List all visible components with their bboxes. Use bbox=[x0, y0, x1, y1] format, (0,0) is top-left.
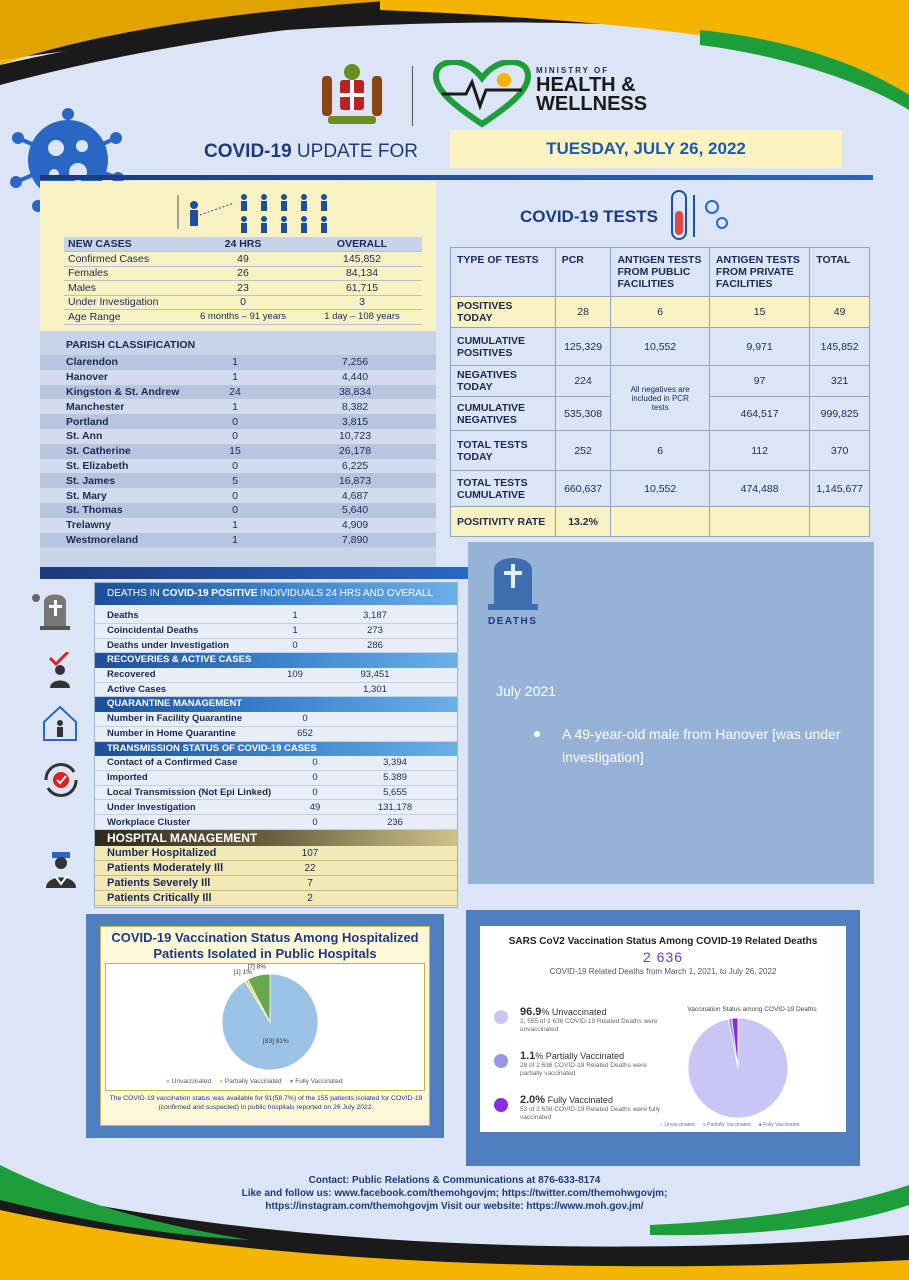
row-overall: 273 bbox=[367, 625, 383, 637]
row-value: 7 bbox=[307, 877, 313, 889]
legend-partial: ● Partially Vaccinated bbox=[219, 1078, 282, 1085]
parish-hrs: 1 bbox=[232, 519, 238, 532]
row-label: TOTAL TESTS TODAY bbox=[451, 431, 556, 471]
moh-logo bbox=[432, 60, 662, 130]
table-row bbox=[64, 310, 422, 325]
cell-antigen-public: 6 bbox=[611, 431, 709, 471]
table-row bbox=[95, 727, 457, 742]
vacc-hosp-title: COVID-19 Vaccination Status Among Hospitalized Patients Isolated in Public Hospitals bbox=[111, 930, 419, 961]
legend-label: Partially Vaccinated bbox=[707, 1122, 751, 1128]
cell-pcr: 28 bbox=[555, 297, 611, 328]
row-overall: 3 bbox=[302, 295, 422, 310]
header-new-cases: NEW CASES bbox=[64, 237, 184, 252]
vacc-deaths-title: SARS CoV2 Vaccination Status Among COVID-19 Related Deaths bbox=[508, 936, 818, 947]
pie-label: [1] 1% bbox=[233, 969, 252, 977]
table-row bbox=[451, 366, 870, 397]
transmission-icon bbox=[40, 760, 82, 800]
parish-overall: 7,890 bbox=[341, 533, 369, 546]
quarantine-header: QUARANTINE MANAGEMENT bbox=[95, 697, 457, 712]
parish-overall: 4,687 bbox=[341, 489, 369, 502]
deaths-header-bold: COVID-19 POSITIVE bbox=[162, 588, 258, 599]
legend-full: ● Fully Vaccinated bbox=[289, 1078, 343, 1085]
parish-name: St. Mary bbox=[66, 489, 107, 502]
cell-antigen-public: 10,552 bbox=[611, 328, 709, 366]
parish-hrs: 1 bbox=[232, 533, 238, 546]
new-cases-header bbox=[64, 237, 422, 252]
row-label: POSITIVES TODAY bbox=[451, 297, 556, 328]
page-title bbox=[204, 141, 418, 163]
deaths-detail-panel bbox=[468, 542, 874, 884]
list-item bbox=[40, 414, 436, 429]
parish-name: Portland bbox=[66, 415, 109, 428]
unvaccinated-dot bbox=[494, 1010, 508, 1024]
cell-antigen-private: 9,971 bbox=[709, 328, 809, 366]
row-label: Imported bbox=[107, 772, 148, 784]
parish-hrs: 0 bbox=[232, 504, 238, 517]
deaths-bullet-text: A 49-year-old male from Hanover [was under investigation] bbox=[562, 726, 841, 765]
deaths-block bbox=[94, 582, 458, 908]
row-label: CUMULATIVE POSITIVES bbox=[451, 328, 556, 366]
row-overall: 145,852 bbox=[302, 252, 422, 267]
parish-name: Hanover bbox=[66, 371, 109, 384]
row-overall: 5.389 bbox=[383, 772, 407, 784]
row-overall: 1 day – 108 years bbox=[302, 310, 422, 325]
cell-antigen-private: 464,517 bbox=[709, 397, 809, 431]
item-label: % Unvaccinated bbox=[541, 1007, 607, 1017]
header-antigen-public: ANTIGEN TESTS FROM PUBLIC FACILITIES bbox=[611, 248, 709, 297]
row-hrs: 1 bbox=[292, 610, 298, 622]
header-total: TOTAL bbox=[810, 248, 870, 297]
coat-of-arms-logo bbox=[312, 58, 392, 130]
parish-rule bbox=[40, 567, 468, 579]
row-overall: 286 bbox=[367, 639, 383, 651]
table-row bbox=[95, 815, 457, 830]
parish-name: St. Elizabeth bbox=[66, 459, 129, 472]
row-overall: 84,134 bbox=[302, 266, 422, 281]
header-rule bbox=[40, 175, 873, 180]
header-24hrs: 24 HRS bbox=[184, 237, 302, 252]
parish-name: St. Thomas bbox=[66, 504, 123, 517]
cell-total: 321 bbox=[810, 366, 870, 397]
table-row bbox=[95, 624, 457, 639]
row-label: Local Transmission (Not Epi Linked) bbox=[107, 787, 272, 799]
vacc-deaths-chart-title: Vaccination Status among COVID-19 Deaths bbox=[687, 1006, 817, 1013]
vacc-deaths-inner bbox=[480, 926, 846, 1132]
list-item bbox=[40, 518, 436, 533]
row-label: Under Investigation bbox=[107, 801, 196, 813]
header-antigen-private: ANTIGEN TESTS FROM PRIVATE FACILITIES bbox=[709, 248, 809, 297]
row-label: Recovered bbox=[107, 669, 156, 681]
footer bbox=[0, 1174, 909, 1213]
vacc-deaths-pie bbox=[676, 1014, 816, 1122]
cell-total: 145,852 bbox=[810, 328, 870, 366]
parish-name: Kingston & St. Andrew bbox=[66, 385, 180, 398]
item-desc: 2, 555 of 2 636 COVID-19 Related Deaths were unvaccinated bbox=[520, 1018, 658, 1033]
table-row bbox=[95, 668, 457, 683]
row-hrs: 0 bbox=[312, 772, 318, 784]
parish-title: PARISH CLASSIFICATION bbox=[66, 339, 196, 351]
row-hrs: 6 months – 91 years bbox=[184, 310, 302, 325]
row-overall: 61,715 bbox=[302, 281, 422, 296]
vacc-hosp-note: The COVID-19 vaccination status was available for 91(58.7%) of the 155 patients isolated for COVID-19 (confirmed and suspected) in public hospitals reported on 26 July 2022. bbox=[109, 1095, 423, 1111]
parish-overall: 3,815 bbox=[341, 415, 369, 428]
table-row bbox=[95, 683, 457, 698]
cell-antigen-public: 10,552 bbox=[611, 471, 709, 507]
recoveries-header: RECOVERIES & ACTIVE CASES bbox=[95, 653, 457, 668]
cell-antigen-public: 6 bbox=[611, 297, 709, 328]
parish-overall: 5,640 bbox=[341, 504, 369, 517]
parish-name: Trelawny bbox=[66, 519, 111, 532]
legend-label: Partially Vaccinated bbox=[224, 1078, 282, 1085]
new-cases-table bbox=[64, 237, 422, 325]
cell-pcr: 535,308 bbox=[555, 397, 611, 431]
full-dot bbox=[494, 1098, 508, 1112]
cell-pcr: 125,329 bbox=[555, 328, 611, 366]
vacc-deaths-item bbox=[494, 1094, 664, 1122]
parish-name: Manchester bbox=[66, 400, 125, 413]
doctor-icon bbox=[44, 852, 78, 888]
table-row bbox=[451, 471, 870, 507]
parish-panel bbox=[40, 331, 436, 567]
cell-pcr: 660,637 bbox=[555, 471, 611, 507]
vacc-hosp-inner bbox=[100, 926, 430, 1126]
cell-empty bbox=[709, 507, 809, 537]
row-label: Age Range bbox=[64, 310, 184, 325]
row-label: Patients Moderately Ill bbox=[107, 862, 224, 875]
row-hrs: 0 bbox=[312, 787, 318, 799]
cell-empty bbox=[810, 507, 870, 537]
row-label: Males bbox=[64, 281, 184, 296]
title-bold: COVID-19 bbox=[204, 141, 292, 162]
parish-hrs: 0 bbox=[232, 430, 238, 443]
row-label: Deaths bbox=[107, 610, 139, 622]
item-pct: 2.0% bbox=[520, 1094, 546, 1106]
parish-overall: 6,225 bbox=[341, 459, 369, 472]
row-label: Confirmed Cases bbox=[64, 252, 184, 267]
row-overall: 1,301 bbox=[363, 684, 387, 696]
list-item bbox=[40, 355, 436, 370]
parish-name: St. James bbox=[66, 474, 116, 487]
list-item bbox=[40, 488, 436, 503]
table-row bbox=[95, 786, 457, 801]
row-value: 22 bbox=[304, 862, 316, 874]
row-label: Patients Severely Ill bbox=[107, 877, 211, 890]
list-item bbox=[40, 370, 436, 385]
row-overall: 3,394 bbox=[383, 757, 407, 769]
row-label: Active Cases bbox=[107, 684, 167, 696]
table-row bbox=[64, 295, 422, 310]
row-hrs: 0 bbox=[312, 757, 318, 769]
cell-antigen-private: 15 bbox=[709, 297, 809, 328]
row-label: Under Investigation bbox=[64, 295, 184, 310]
parish-hrs: 15 bbox=[229, 445, 241, 458]
vacc-deaths-total: 2 636 bbox=[642, 949, 684, 965]
vacc-deaths-subtitle: COVID-19 Related Deaths from March 1, 2021, to July 26, 2022 bbox=[549, 967, 777, 976]
parish-name: St. Ann bbox=[66, 430, 103, 443]
row-hrs: 0 bbox=[184, 295, 302, 310]
item-desc: 28 of 2 636 COVID-19 Related Deaths were partially vaccinated bbox=[520, 1062, 647, 1077]
table-row bbox=[451, 431, 870, 471]
title-rest: UPDATE FOR bbox=[291, 141, 418, 162]
parish-overall: 4,909 bbox=[341, 519, 369, 532]
negatives-note: All negatives are included in PCR tests bbox=[611, 366, 709, 431]
vacc-deaths-legend bbox=[660, 1122, 799, 1128]
list-item bbox=[40, 444, 436, 459]
gravestone-icon bbox=[486, 550, 540, 612]
row-overall: 236 bbox=[387, 816, 403, 828]
parish-name: Clarendon bbox=[66, 356, 118, 369]
row-overall: 131,178 bbox=[377, 801, 413, 813]
table-row bbox=[95, 756, 457, 771]
table-row bbox=[95, 861, 457, 876]
parish-overall: 16,873 bbox=[338, 474, 372, 487]
partial-dot bbox=[494, 1054, 508, 1068]
deaths-month: July 2021 bbox=[496, 683, 556, 699]
parish-hrs: 0 bbox=[232, 415, 238, 428]
row-overall: 93,451 bbox=[360, 669, 390, 681]
header-pcr: PCR bbox=[555, 248, 611, 297]
parish-hrs: 24 bbox=[229, 385, 241, 398]
row-hrs: 0 bbox=[302, 713, 308, 725]
list-item bbox=[40, 385, 436, 400]
row-hrs: 652 bbox=[297, 728, 313, 740]
list-item bbox=[40, 533, 436, 548]
vacc-hosp-chart-area bbox=[105, 963, 425, 1091]
row-hrs: 49 bbox=[184, 252, 302, 267]
new-cases-panel bbox=[40, 181, 436, 331]
row-hrs: 109 bbox=[287, 669, 303, 681]
parish-hrs: 0 bbox=[232, 489, 238, 502]
ministry-line2: HEALTH & bbox=[536, 74, 636, 96]
parish-overall: 10,723 bbox=[338, 430, 372, 443]
parish-overall: 4,440 bbox=[341, 371, 369, 384]
row-label: Females bbox=[64, 266, 184, 281]
item-pct: 96.9 bbox=[520, 1006, 542, 1018]
parish-hrs: 5 bbox=[232, 474, 238, 487]
checkup-icon bbox=[46, 652, 74, 688]
vacc-hosp-pie bbox=[106, 964, 426, 1074]
list-item bbox=[40, 429, 436, 444]
row-hrs: 23 bbox=[184, 281, 302, 296]
parish-hrs: 1 bbox=[232, 400, 238, 413]
parish-name: St. Catherine bbox=[66, 445, 131, 458]
pie-label: [7] 8% bbox=[247, 964, 267, 971]
legend-full: ● Fully Vaccinated bbox=[758, 1122, 800, 1128]
row-label: TOTAL TESTS CUMULATIVE bbox=[451, 471, 556, 507]
row-label: Patients Critically Ill bbox=[107, 892, 212, 905]
tests-table bbox=[450, 247, 870, 537]
ministry-line3: WELLNESS bbox=[536, 93, 648, 115]
cell-antigen-private: 112 bbox=[709, 431, 809, 471]
table-row bbox=[95, 846, 457, 861]
row-hrs: 0 bbox=[292, 639, 298, 651]
parish-overall: 38,834 bbox=[338, 385, 372, 398]
legend-unvaccinated: ● Unvaccinated bbox=[166, 1078, 212, 1085]
table-row bbox=[451, 507, 870, 537]
deaths-header-post: INDIVIDUALS 24 HRS AND OVERALL bbox=[257, 588, 434, 599]
legend-unvaccinated: ● Unvaccinated bbox=[660, 1122, 695, 1128]
parish-overall: 26,178 bbox=[338, 445, 372, 458]
item-pct: 1.1 bbox=[520, 1050, 536, 1062]
table-row bbox=[95, 876, 457, 891]
row-label: Deaths under Investigation bbox=[107, 639, 229, 651]
tombstone-icon bbox=[30, 588, 76, 630]
ministry-line1: MINISTRY OF bbox=[536, 66, 610, 75]
row-value: 107 bbox=[301, 847, 319, 859]
heart-icon bbox=[432, 60, 532, 128]
cell-total: 999,825 bbox=[810, 397, 870, 431]
cell-antigen-private: 97 bbox=[709, 366, 809, 397]
list-item bbox=[40, 459, 436, 474]
tests-title: COVID-19 TESTS bbox=[520, 207, 658, 226]
row-hrs: 0 bbox=[312, 816, 318, 828]
parish-hrs: 0 bbox=[232, 459, 238, 472]
date-box: TUESDAY, JULY 26, 2022 bbox=[450, 130, 842, 168]
header-divider bbox=[412, 66, 413, 126]
row-label: NEGATIVES TODAY bbox=[451, 366, 556, 397]
row-overall: 5,655 bbox=[383, 787, 407, 799]
table-row bbox=[64, 281, 422, 296]
row-label: POSITIVITY RATE bbox=[451, 507, 556, 537]
table-row bbox=[95, 891, 457, 906]
legend-label: Fully Vaccinated bbox=[295, 1078, 343, 1085]
cell-pcr: 252 bbox=[555, 431, 611, 471]
test-tube-icon bbox=[666, 187, 736, 243]
vacc-deaths-item bbox=[494, 1006, 664, 1034]
tests-panel bbox=[444, 181, 873, 247]
vacc-hosp-legend bbox=[166, 1078, 342, 1085]
cell-total: 370 bbox=[810, 431, 870, 471]
table-row bbox=[95, 712, 457, 727]
cell-total: 49 bbox=[810, 297, 870, 328]
parish-overall: 7,256 bbox=[341, 356, 369, 369]
row-label: Number in Home Quarantine bbox=[107, 728, 236, 740]
cell-positivity: 13.2% bbox=[555, 507, 611, 537]
item-label: % Partially Vaccinated bbox=[535, 1051, 625, 1061]
parish-hrs: 1 bbox=[232, 356, 238, 369]
vacc-deaths-card bbox=[466, 910, 860, 1166]
footer-contact: Contact: Public Relations & Communications at 876-633-8174 bbox=[308, 1175, 601, 1186]
table-row bbox=[95, 609, 457, 624]
deaths-header bbox=[95, 583, 457, 605]
table-row bbox=[451, 328, 870, 366]
cell-total: 1,145,677 bbox=[810, 471, 870, 507]
parish-name: Westmoreland bbox=[66, 533, 139, 546]
deaths-header-pre: DEATHS IN bbox=[107, 588, 163, 599]
hospital-header: HOSPITAL MANAGEMENT bbox=[95, 830, 457, 846]
deaths-label: DEATHS bbox=[488, 616, 538, 627]
item-label: Fully Vaccinated bbox=[545, 1095, 613, 1105]
parish-list bbox=[40, 355, 436, 547]
vacc-hosp-card bbox=[86, 914, 444, 1138]
row-label: Number Hospitalized bbox=[107, 847, 217, 860]
legend-label: Fully Vaccinated bbox=[763, 1122, 800, 1128]
parish-hrs: 1 bbox=[232, 371, 238, 384]
transmission-header: TRANSMISSION STATUS OF COVID-19 CASES bbox=[95, 742, 457, 757]
table-row bbox=[64, 252, 422, 267]
table-row bbox=[64, 266, 422, 281]
row-hrs: 1 bbox=[292, 625, 298, 637]
tests-header bbox=[451, 248, 870, 297]
footer-social[interactable]: Like and follow us: www.facebook.com/themohgovjm; https://twitter.com/themohwgovjm; bbox=[241, 1188, 668, 1199]
spray-people-icon bbox=[174, 187, 374, 237]
table-row bbox=[95, 800, 457, 815]
footer-website[interactable]: https://instagram.com/themohgovjm Visit our website: https://www.moh.gov.jm/ bbox=[265, 1201, 644, 1212]
home-quarantine-icon bbox=[42, 704, 78, 742]
legend-label: Unvaccinated bbox=[664, 1122, 695, 1128]
table-row bbox=[451, 297, 870, 328]
legend-partial: ● Partially Vaccinated bbox=[702, 1122, 751, 1128]
row-label: CUMULATIVE NEGATIVES bbox=[451, 397, 556, 431]
deaths-bullet-dot bbox=[534, 731, 540, 737]
list-item bbox=[40, 473, 436, 488]
row-label: Contact of a Confirmed Case bbox=[107, 757, 238, 769]
list-item bbox=[40, 503, 436, 518]
item-desc: 53 of 2 636 COVID-19 Related Deaths were fully vaccinated bbox=[520, 1106, 661, 1121]
row-hrs: 49 bbox=[309, 801, 321, 813]
cell-antigen-private: 474,488 bbox=[709, 471, 809, 507]
row-value: 2 bbox=[307, 892, 313, 904]
list-item bbox=[40, 399, 436, 414]
row-label: Number in Facility Quarantine bbox=[107, 713, 243, 725]
legend-label: Unvaccinated bbox=[171, 1078, 212, 1085]
row-label: Workplace Cluster bbox=[107, 816, 191, 828]
vacc-deaths-item bbox=[494, 1050, 664, 1078]
row-label: Coincidental Deaths bbox=[107, 625, 199, 637]
row-hrs: 26 bbox=[184, 266, 302, 281]
table-row bbox=[95, 639, 457, 654]
header-type: TYPE OF TESTS bbox=[451, 248, 556, 297]
cell-pcr: 224 bbox=[555, 366, 611, 397]
cell-empty bbox=[611, 507, 709, 537]
row-overall: 3,187 bbox=[363, 610, 387, 622]
header-overall: OVERALL bbox=[302, 237, 422, 252]
table-row bbox=[95, 771, 457, 786]
parish-overall: 8,382 bbox=[341, 400, 369, 413]
pie-label: [83] 91% bbox=[263, 1037, 289, 1045]
